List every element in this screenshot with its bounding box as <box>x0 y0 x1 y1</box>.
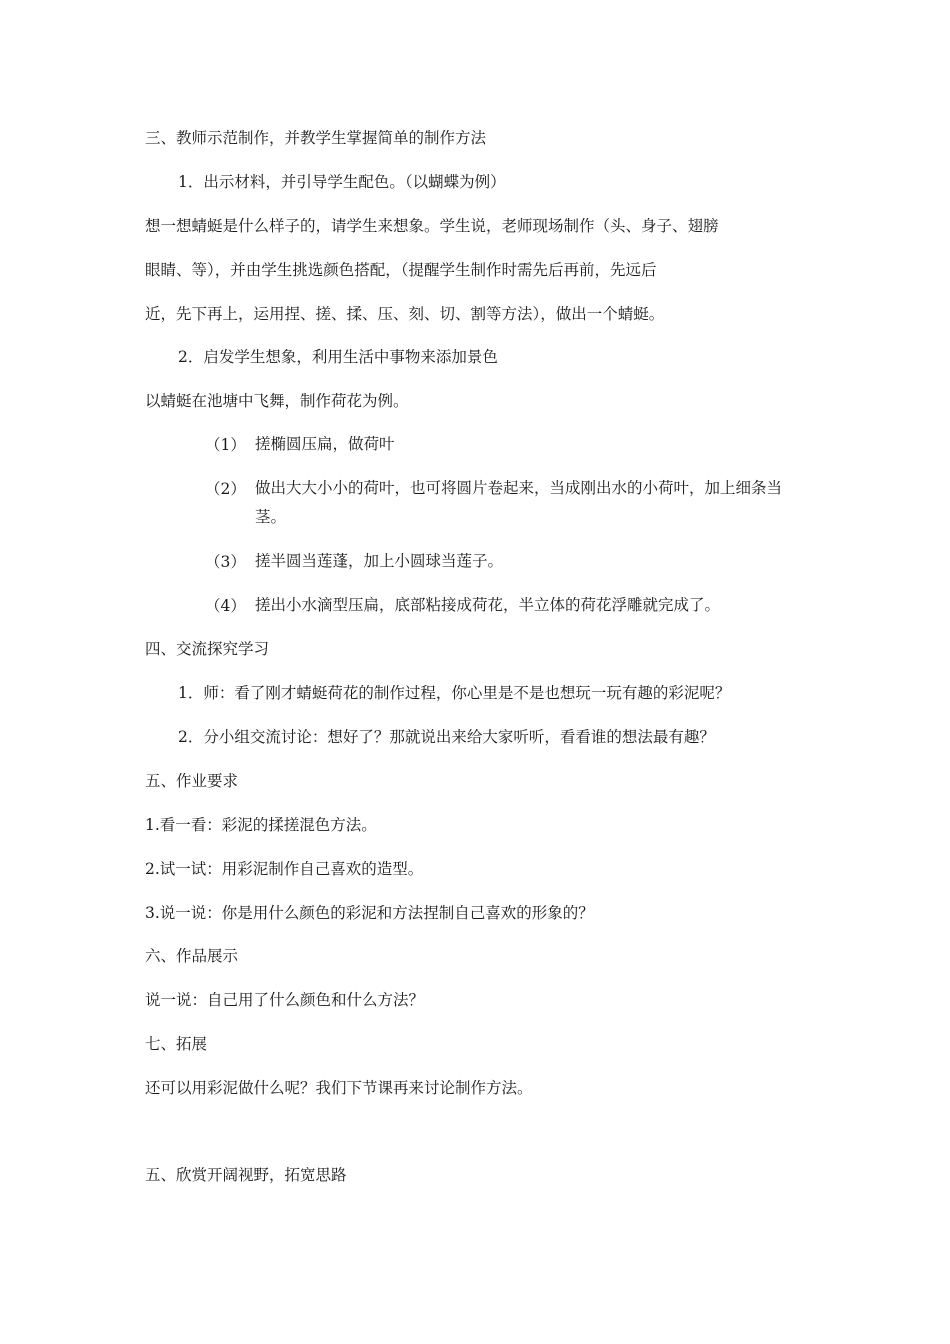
section-heading-homework: 五、作业要求 <box>145 772 239 790</box>
list-item-number: （1） <box>205 436 246 454</box>
list-item-text: 搓出小水滴型压扁，底部粘接成荷花，半立体的荷花浮雕就完成了。 <box>255 596 721 614</box>
paragraph-line: 眼睛、等），并由学生挑选颜色搭配，（提醒学生制作时需先后再前，先远后 <box>145 261 657 279</box>
paragraph-line: 近，先下再上，运用捏、搓、揉、压、刻、切、割等方法），做出一个蜻蜓。 <box>145 305 665 323</box>
list-item-number: （4） <box>205 597 246 615</box>
list-item-text: 搓半圆当莲蓬，加上小圆球当莲子。 <box>255 552 504 570</box>
list-item-number: （2） <box>205 480 246 498</box>
paragraph-line: 还可以用彩泥做什么呢？我们下节课再来讨论制作方法。 <box>145 1079 533 1097</box>
demo-step-2-title: 2．启发学生想象，利用生活中事物来添加景色 <box>178 348 498 366</box>
section-heading-demo: 三、教师示范制作，并教学生掌握简单的制作方法 <box>145 129 487 147</box>
paragraph-line: 2．分小组交流讨论：想好了？那就说出来给大家听听，看看谁的想法最有趣？ <box>178 728 715 746</box>
section-heading-discussion: 四、交流探究学习 <box>145 640 270 658</box>
paragraph-line: 1.看一看：彩泥的揉搓混色方法。 <box>145 816 377 834</box>
section-heading-appreciation: 五、欣赏开阔视野，拓宽思路 <box>145 1166 347 1184</box>
list-item-number: （3） <box>205 553 246 571</box>
list-item-text: 搓椭圆压扁，做荷叶 <box>255 435 395 453</box>
paragraph-line: 想一想蜻蜓是什么样子的，请学生来想象。学生说，老师现场制作（头、身子、翅膀 <box>145 217 719 235</box>
paragraph-line: 1．师：看了刚才蜻蜓荷花的制作过程，你心里是不是也想玩一玩有趣的彩泥呢？ <box>178 684 731 702</box>
paragraph-line: 说一说：自己用了什么颜色和什么方法？ <box>145 991 425 1009</box>
paragraph-line: 2.试一试：用彩泥制作自己喜欢的造型。 <box>145 860 424 878</box>
demo-step-1-title: 1．出示材料，并引导学生配色。（以蝴蝶为例） <box>178 173 506 191</box>
paragraph-line: 以蜻蜓在池塘中飞舞，制作荷花为例。 <box>145 392 409 410</box>
list-item-text: 做出大大小小的荷叶，也可将圆片卷起来，当成刚出水的小荷叶，加上细条当茎。 <box>255 479 783 526</box>
section-heading-extension: 七、拓展 <box>145 1035 208 1053</box>
section-heading-showcase: 六、作品展示 <box>145 947 239 965</box>
paragraph-line: 3.说一说：你是用什么颜色的彩泥和方法捏制自己喜欢的形象的？ <box>145 904 594 922</box>
